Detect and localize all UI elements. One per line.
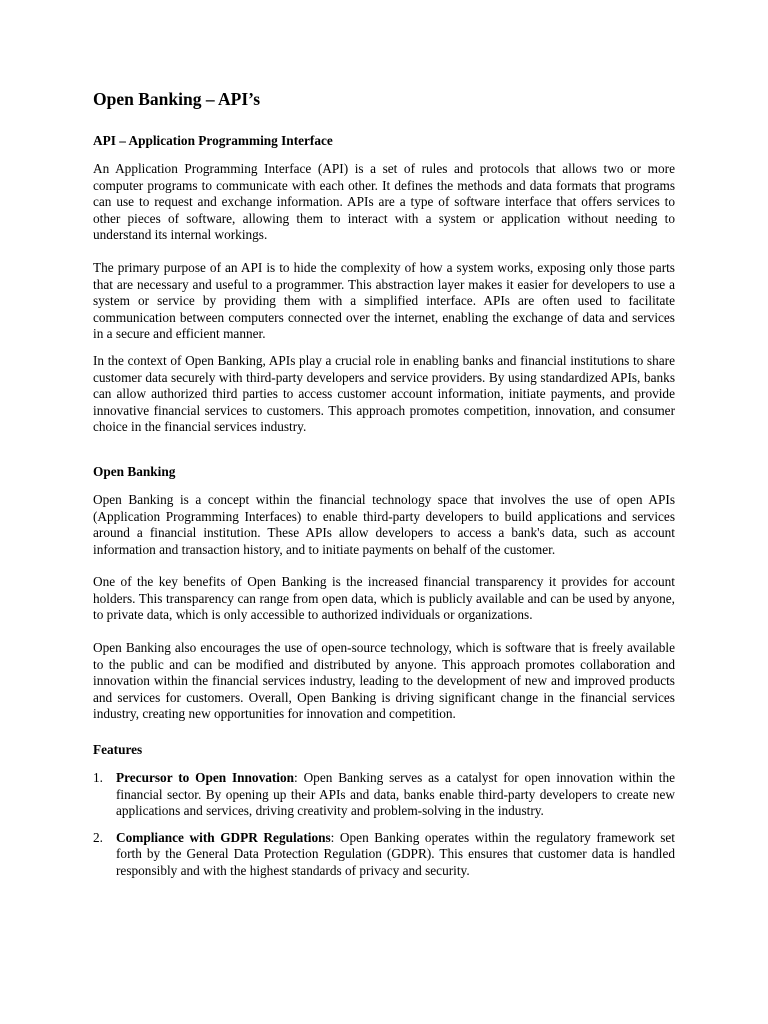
list-item: [93, 830, 675, 880]
list-item-text: : Open Banking serves as a catalyst for open innovation within the financial sector. By opening up their APIs and data, banks enable third-party developers to create new applications and services, driving creativity and problem-solving in the industry.: [116, 770, 675, 819]
open-banking-paragraph-2: One of the key benefits of Open Banking is the increased financial transparency it provides for account holders. This transparency can range from open data, which is publicly available and can be used by anyone, to private data, which is only accessible to authorized individuals or organizations.: [93, 574, 675, 623]
list-item: [93, 770, 675, 820]
features-section: [93, 741, 675, 880]
list-item-text: : Open Banking operates within the regulatory framework set forth by the General Data Protection Regulation (GDPR). This ensures that customer data is handled responsibly and with the highest standards of privacy and security.: [116, 829, 675, 878]
open-banking-section: [93, 463, 675, 723]
api-section-heading: API – Application Programming Interface: [93, 133, 333, 148]
features-heading: Features: [93, 742, 143, 758]
list-item-number: 1.: [93, 770, 103, 786]
api-paragraph-3: In the context of Open Banking, APIs play a crucial role in enabling banks and financial institutions to share customer data securely with third-party developers and service providers. By using standardized APIs, banks can allow authorized third parties to access customer account information, initiate payments, and provide innovative financial services to customers. This approach promotes competition, innovation, and consumer choice in the financial services industry.: [93, 352, 675, 435]
features-list: [93, 770, 675, 880]
api-section: [93, 132, 675, 436]
open-banking-paragraph-1: Open Banking is a concept within the financial technology space that involves the use of open APIs (Application Programming Interfaces) to enable third-party developers to build applications and services around a financial institution. These APIs allow developers to access a bank's data, such as account information and transaction history, and to initiate payments on behalf of the customer.: [93, 491, 675, 557]
api-paragraph-2: The primary purpose of an API is to hide the complexity of how a system works, exposing only those parts that are necessary and useful to a programmer. This abstraction layer makes it easier for developers to use a system or service by providing them with a simplified interface. APIs are often used to facilitate communication between computers connected over the internet, enabling the exchange of data and services in a secure and efficient manner.: [93, 259, 675, 342]
open-banking-heading: Open Banking: [93, 463, 176, 479]
list-item-term: Compliance with GDPR Regulations: [116, 829, 331, 845]
page-title: Open Banking – API’s: [93, 89, 261, 109]
list-item-number: 2.: [93, 829, 103, 845]
document-page: [93, 88, 675, 890]
api-paragraph-1: An Application Programming Interface (API) is a set of rules and protocols that allows two or more computer programs to communicate with each other. It defines the methods and data formats that programs can use to request and exchange information. APIs are a type of software interface that offers services to other pieces of software, allowing them to interact with a system or application without needing to understand its internal workings.: [93, 161, 675, 243]
open-banking-paragraph-3: Open Banking also encourages the use of open-source technology, which is software that is freely available to the public and can be modified and distributed by anyone. This approach promotes collaboration and innovation within the financial services industry, leading to the development of new and improved products and services for customers. Overall, Open Banking is driving significant change in the financial services industry, creating new opportunities for innovation and competition.: [93, 640, 675, 722]
list-item-term: Precursor to Open Innovation: [116, 770, 295, 786]
